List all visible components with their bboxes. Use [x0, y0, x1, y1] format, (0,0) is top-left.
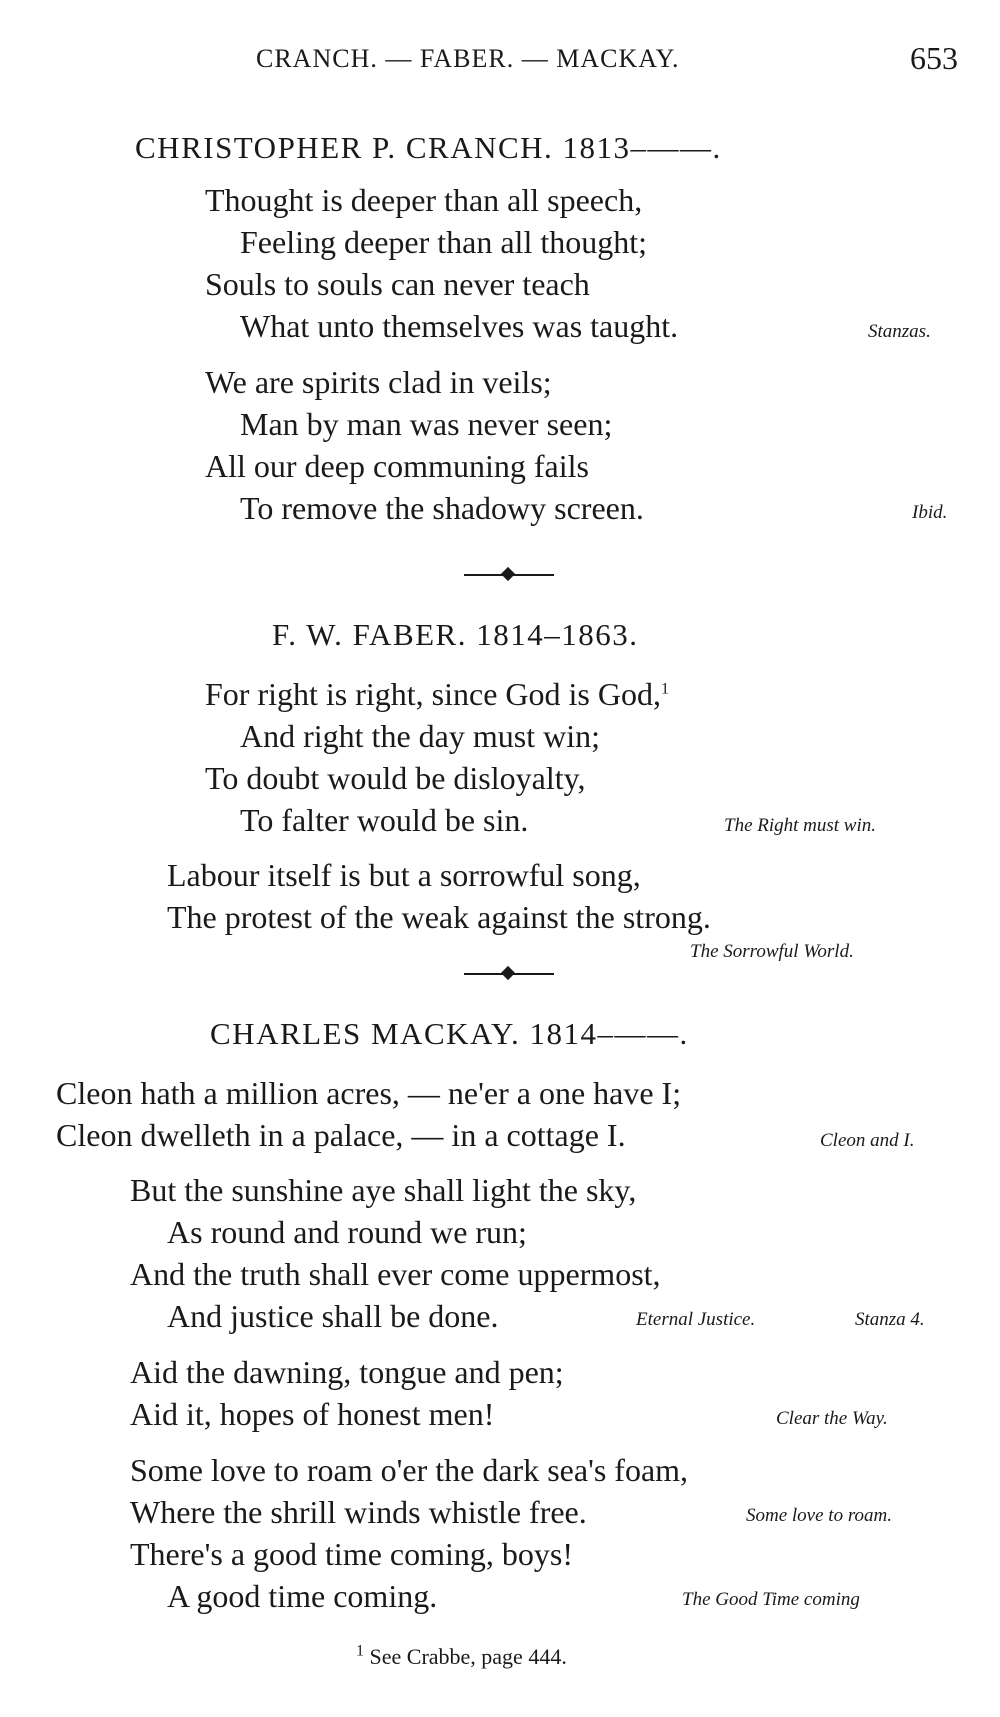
poem-line: All our deep communing fails	[205, 448, 589, 484]
poem-line: Cleon hath a million acres, — ne'er a one have I;	[56, 1075, 682, 1111]
poem-line: We are spirits clad in veils;	[205, 364, 552, 400]
source-citation: The Good Time coming	[682, 1589, 860, 1610]
poem-line: Labour itself is but a sorrowful song,	[167, 857, 641, 893]
poem-line: To remove the shadowy screen.	[240, 490, 644, 526]
footnote: $^1$ See Crabbe, page 444.	[356, 1642, 567, 1669]
poem-line: As round and round we run;	[167, 1214, 527, 1250]
poem-line: Aid the dawning, tongue and pen;	[130, 1354, 564, 1390]
poem-line: Aid it, hopes of honest men!	[130, 1396, 495, 1432]
source-citation: Cleon and I.	[820, 1130, 915, 1151]
section-heading-faber: F. W. FABER. 1814–1863.	[272, 617, 639, 652]
section-heading-cranch: CHRISTOPHER P. CRANCH. 1813–——.	[135, 130, 722, 165]
poem-line: Thought is deeper than all speech,	[205, 182, 643, 218]
poem-line: Souls to souls can never teach	[205, 266, 590, 302]
source-citation: Eternal Justice.	[636, 1309, 756, 1330]
poem-line: For right is right, since God is God,$^1$	[205, 676, 669, 712]
poem-line: And justice shall be done.	[167, 1298, 499, 1334]
poem-line: Man by man was never seen;	[240, 406, 613, 442]
poem-line: What unto themselves was taught.	[240, 308, 679, 344]
poem-line: Where the shrill winds whistle free.	[130, 1494, 587, 1530]
poem-line: Cleon dwelleth in a palace, — in a cottage I.	[56, 1117, 626, 1153]
source-citation: Some love to roam.	[746, 1505, 892, 1526]
source-citation: Clear the Way.	[776, 1408, 888, 1429]
poem-line: To falter would be sin.	[240, 802, 529, 838]
poem-line: And the truth shall ever come uppermost,	[130, 1256, 661, 1292]
source-citation: Ibid.	[912, 502, 948, 523]
page-number: 653	[910, 40, 958, 76]
section-divider	[464, 574, 554, 576]
section-heading-mackay: CHARLES MACKAY. 1814–——.	[210, 1016, 689, 1051]
footnote-marker: 1	[356, 1642, 364, 1660]
poem-line: The protest of the weak against the strong.	[167, 899, 711, 935]
footnote-marker: 1	[660, 680, 669, 698]
source-citation: The Sorrowful World.	[690, 941, 854, 962]
poem-line: A good time coming.	[167, 1578, 438, 1614]
poem-line: There's a good time coming, boys!	[130, 1536, 573, 1572]
running-title: CRANCH. — FABER. — MACKAY.	[256, 44, 680, 73]
source-citation: Stanza 4.	[855, 1309, 925, 1330]
source-citation: Stanzas.	[868, 321, 931, 342]
poem-line: Feeling deeper than all thought;	[240, 224, 647, 260]
section-divider	[464, 973, 554, 975]
poem-line: And right the day must win;	[240, 718, 600, 754]
poem-line: But the sunshine aye shall light the sky,	[130, 1172, 637, 1208]
poem-line: Some love to roam o'er the dark sea's foam,	[130, 1452, 689, 1488]
poem-line: To doubt would be disloyalty,	[205, 760, 586, 796]
source-citation: The Right must win.	[724, 815, 877, 836]
